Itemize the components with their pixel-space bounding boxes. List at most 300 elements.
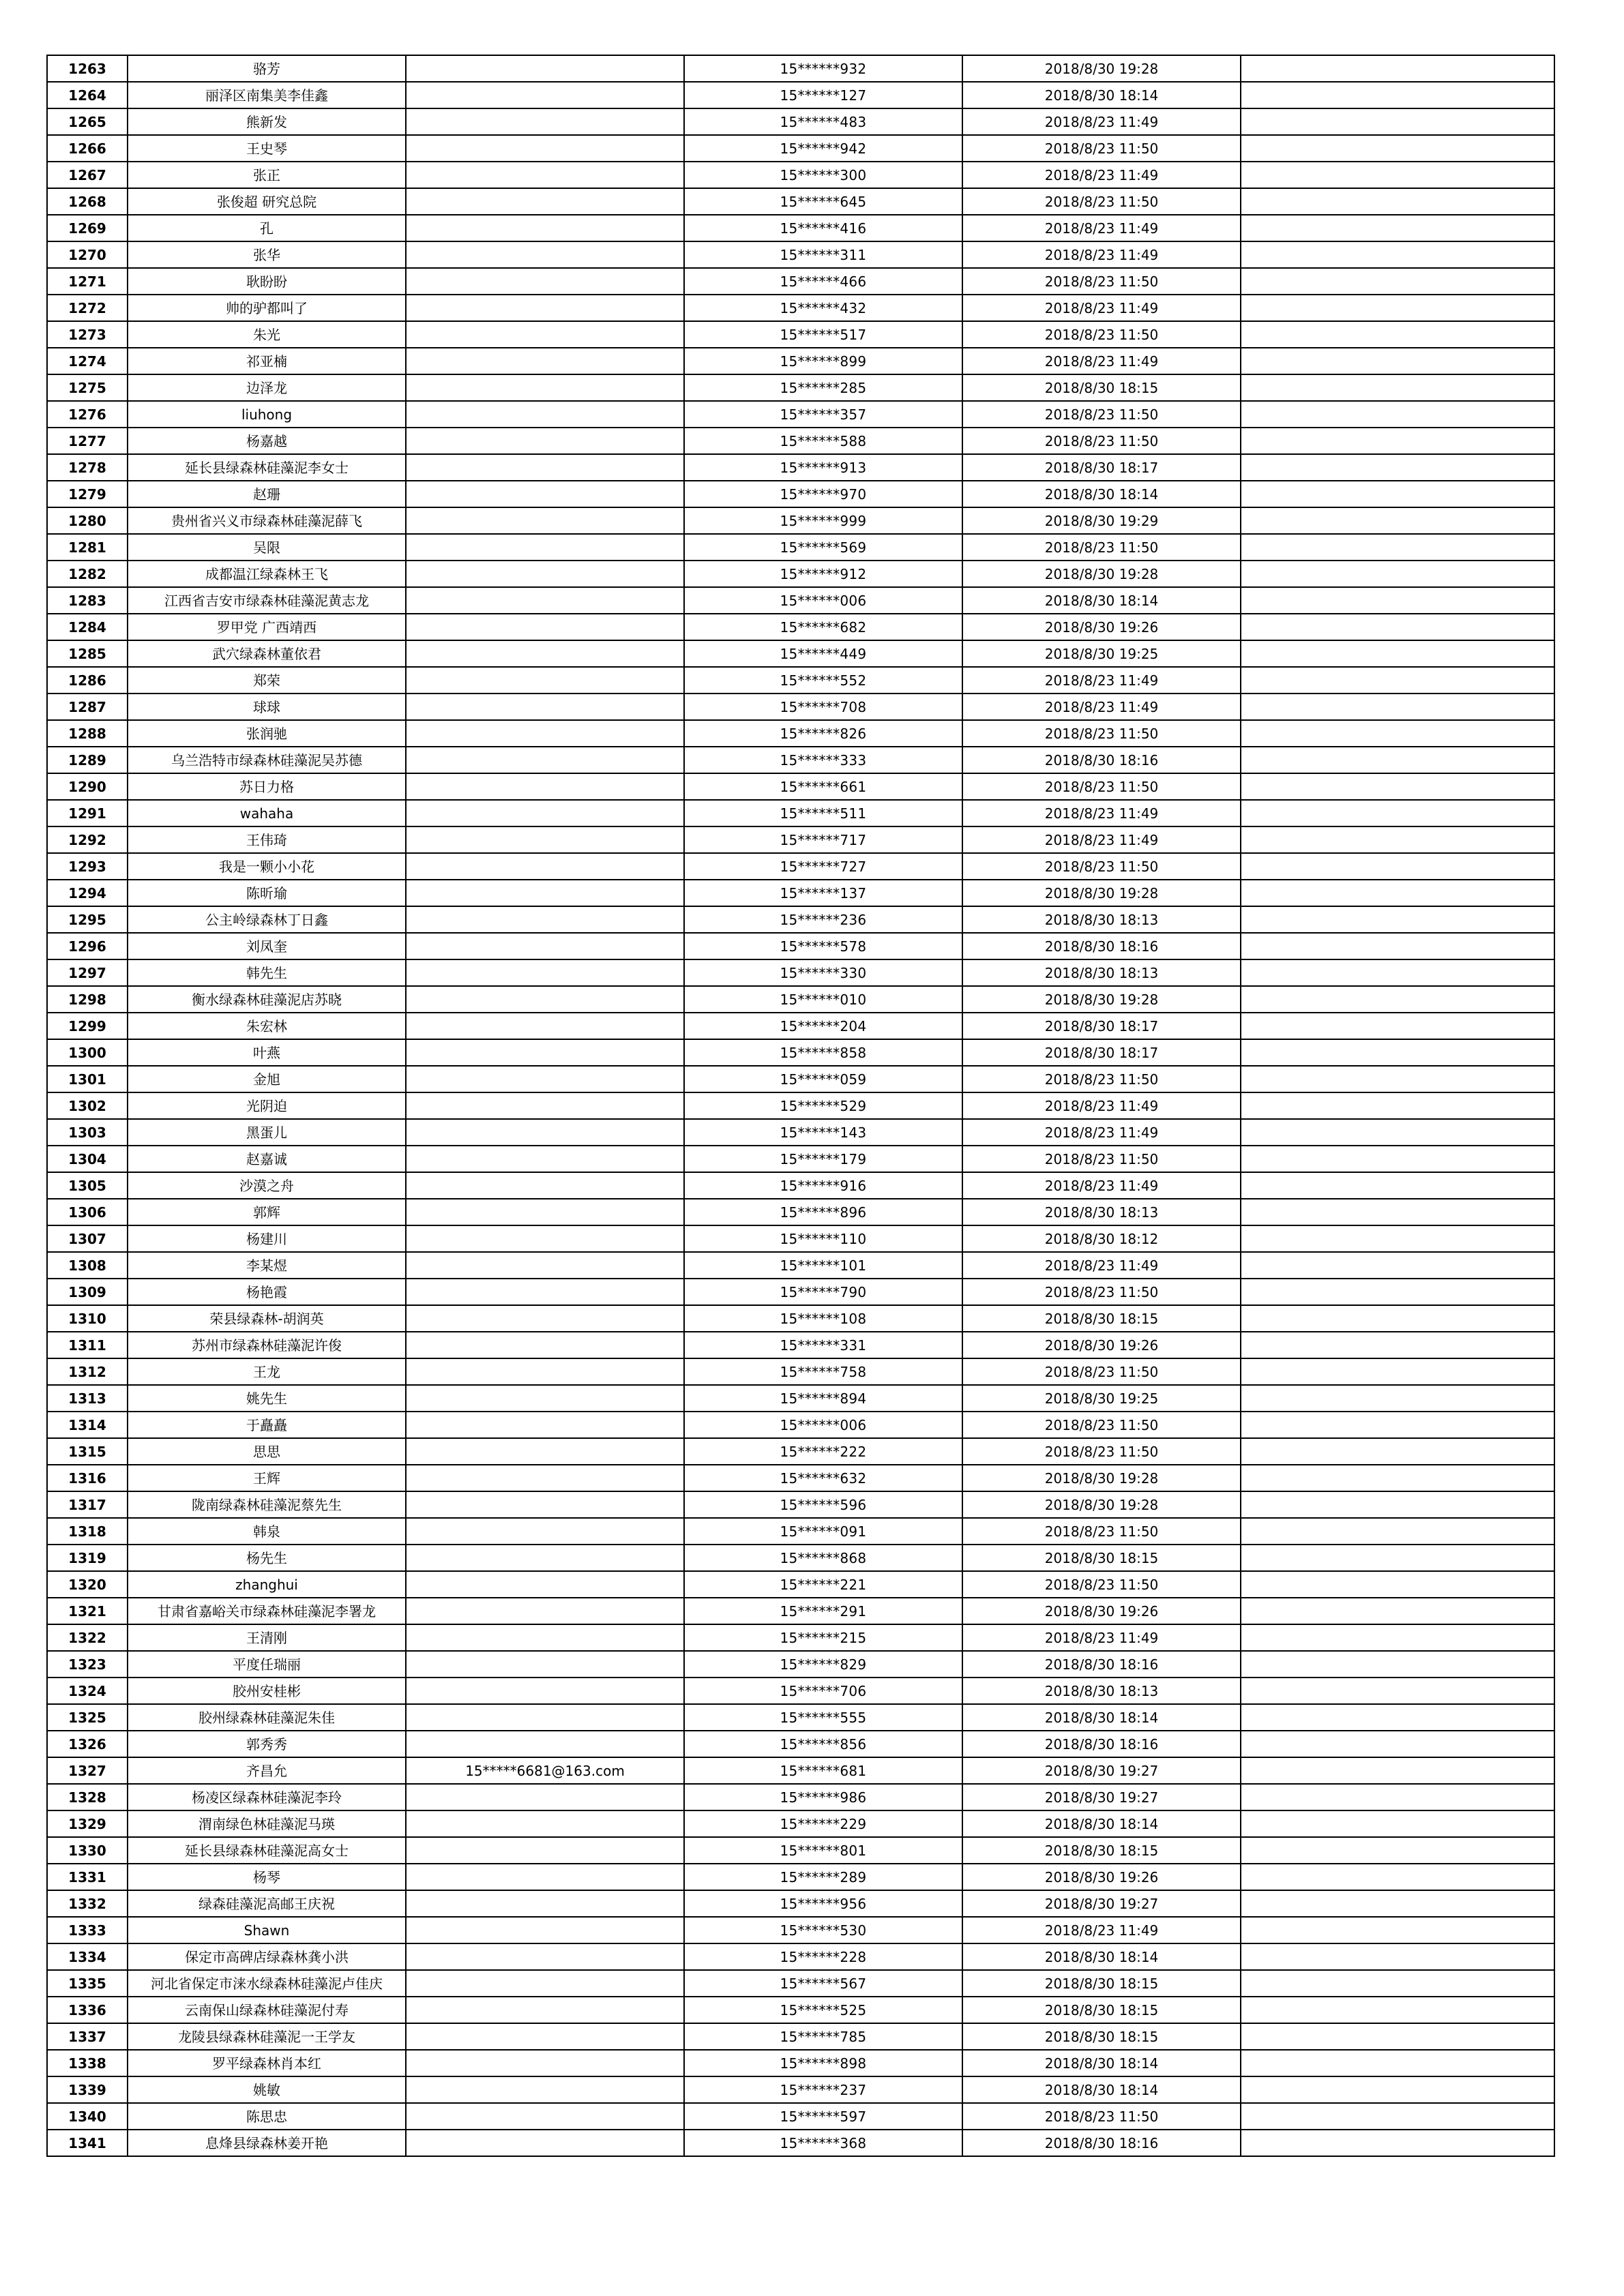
extra-cell (1241, 720, 1554, 747)
table-row (47, 1624, 1554, 1651)
phone-cell: 15******333 (684, 747, 962, 773)
email-cell (406, 1784, 684, 1810)
extra-cell (1241, 1678, 1554, 1704)
time-cell: 2018/8/30 18:15 (962, 2023, 1241, 2050)
email-cell (406, 826, 684, 853)
table-row (47, 1465, 1554, 1491)
email-cell (406, 1465, 684, 1491)
name-cell: 罗平绿森林肖本红 (128, 2050, 406, 2076)
email-cell: 15*****6681@163.com (406, 1757, 684, 1784)
table-row (47, 667, 1554, 694)
phone-cell: 15******143 (684, 1119, 962, 1146)
phone-cell: 15******588 (684, 428, 962, 454)
extra-cell (1241, 614, 1554, 640)
time-cell: 2018/8/23 11:50 (962, 1358, 1241, 1385)
phone-cell: 15******357 (684, 401, 962, 428)
row-number: 1265 (47, 108, 128, 135)
email-cell (406, 1837, 684, 1864)
extra-cell (1241, 135, 1554, 162)
name-cell: Shawn (128, 1917, 406, 1943)
row-number: 1269 (47, 215, 128, 241)
extra-cell (1241, 587, 1554, 614)
time-cell: 2018/8/30 19:28 (962, 986, 1241, 1013)
name-cell: wahaha (128, 800, 406, 826)
phone-cell: 15******856 (684, 1731, 962, 1757)
time-cell: 2018/8/23 11:49 (962, 1119, 1241, 1146)
time-cell: 2018/8/23 11:50 (962, 428, 1241, 454)
time-cell: 2018/8/23 11:49 (962, 826, 1241, 853)
name-cell: 姚先生 (128, 1385, 406, 1412)
row-number: 1266 (47, 135, 128, 162)
table-row (47, 1970, 1554, 1997)
extra-cell (1241, 986, 1554, 1013)
phone-cell: 15******632 (684, 1465, 962, 1491)
row-number: 1299 (47, 1013, 128, 1039)
table-row (47, 1943, 1554, 1970)
email-cell (406, 428, 684, 454)
time-cell: 2018/8/30 19:25 (962, 1385, 1241, 1412)
name-cell: 龙陵县绿森林硅藻泥一王学友 (128, 2023, 406, 2050)
time-cell: 2018/8/30 18:14 (962, 1810, 1241, 1837)
table-row (47, 1092, 1554, 1119)
extra-cell (1241, 82, 1554, 108)
email-cell (406, 1810, 684, 1837)
extra-cell (1241, 1704, 1554, 1731)
phone-cell: 15******829 (684, 1651, 962, 1678)
time-cell: 2018/8/30 19:27 (962, 1757, 1241, 1784)
extra-cell (1241, 1465, 1554, 1491)
time-cell: 2018/8/30 18:13 (962, 906, 1241, 933)
row-number: 1297 (47, 959, 128, 986)
extra-cell (1241, 1624, 1554, 1651)
extra-cell (1241, 1784, 1554, 1810)
time-cell: 2018/8/30 18:14 (962, 481, 1241, 507)
extra-cell (1241, 241, 1554, 268)
name-cell: 杨凌区绿森林硅藻泥李玲 (128, 1784, 406, 1810)
row-number: 1287 (47, 694, 128, 720)
email-cell (406, 1997, 684, 2023)
extra-cell (1241, 1890, 1554, 1917)
row-number: 1276 (47, 401, 128, 428)
extra-cell (1241, 933, 1554, 959)
name-cell: 郭秀秀 (128, 1731, 406, 1757)
name-cell: 郭辉 (128, 1199, 406, 1225)
phone-cell: 15******567 (684, 1970, 962, 1997)
email-cell (406, 295, 684, 321)
extra-cell (1241, 1305, 1554, 1332)
phone-cell: 15******708 (684, 694, 962, 720)
time-cell: 2018/8/23 11:50 (962, 401, 1241, 428)
table-row (47, 1784, 1554, 1810)
row-number: 1326 (47, 1731, 128, 1757)
time-cell: 2018/8/23 11:50 (962, 1412, 1241, 1438)
row-number: 1305 (47, 1172, 128, 1199)
extra-cell (1241, 1279, 1554, 1305)
row-number: 1303 (47, 1119, 128, 1146)
email-cell (406, 1731, 684, 1757)
email-cell (406, 1119, 684, 1146)
email-cell (406, 1146, 684, 1172)
phone-cell: 15******229 (684, 1810, 962, 1837)
row-number: 1285 (47, 640, 128, 667)
phone-cell: 15******525 (684, 1997, 962, 2023)
time-cell: 2018/8/30 18:17 (962, 454, 1241, 481)
time-cell: 2018/8/23 11:49 (962, 1092, 1241, 1119)
table-row (47, 933, 1554, 959)
name-cell: 王辉 (128, 1465, 406, 1491)
email-cell (406, 1358, 684, 1385)
name-cell: 张正 (128, 162, 406, 188)
phone-cell: 15******432 (684, 295, 962, 321)
name-cell: 赵珊 (128, 481, 406, 507)
row-number: 1339 (47, 2076, 128, 2103)
time-cell: 2018/8/23 11:49 (962, 694, 1241, 720)
table-row (47, 268, 1554, 295)
name-cell: 王伟琦 (128, 826, 406, 853)
table-row (47, 561, 1554, 587)
row-number: 1293 (47, 853, 128, 880)
name-cell: 河北省保定市涞水绿森林硅藻泥卢佳庆 (128, 1970, 406, 1997)
table-row (47, 1146, 1554, 1172)
time-cell: 2018/8/30 18:13 (962, 1199, 1241, 1225)
name-cell: 我是一颗小小花 (128, 853, 406, 880)
time-cell: 2018/8/23 11:49 (962, 348, 1241, 374)
row-number: 1289 (47, 747, 128, 773)
email-cell (406, 241, 684, 268)
extra-cell (1241, 1731, 1554, 1757)
email-cell (406, 1092, 684, 1119)
phone-cell: 15******101 (684, 1252, 962, 1279)
extra-cell (1241, 162, 1554, 188)
time-cell: 2018/8/23 11:49 (962, 108, 1241, 135)
time-cell: 2018/8/30 18:17 (962, 1039, 1241, 1066)
email-cell (406, 507, 684, 534)
extra-cell (1241, 1438, 1554, 1465)
extra-cell (1241, 1066, 1554, 1092)
time-cell: 2018/8/23 11:50 (962, 773, 1241, 800)
row-number: 1314 (47, 1412, 128, 1438)
table-row (47, 853, 1554, 880)
extra-cell (1241, 268, 1554, 295)
phone-cell: 15******368 (684, 2130, 962, 2156)
name-cell: 云南保山绿森林硅藻泥付寿 (128, 1997, 406, 2023)
phone-cell: 15******858 (684, 1039, 962, 1066)
phone-cell: 15******091 (684, 1518, 962, 1545)
table-row (47, 507, 1554, 534)
name-cell: 耿盼盼 (128, 268, 406, 295)
row-number: 1316 (47, 1465, 128, 1491)
extra-cell (1241, 2076, 1554, 2103)
table-row (47, 614, 1554, 640)
time-cell: 2018/8/30 19:26 (962, 614, 1241, 640)
row-number: 1274 (47, 348, 128, 374)
time-cell: 2018/8/30 18:14 (962, 2076, 1241, 2103)
table-row (47, 1305, 1554, 1332)
email-cell (406, 906, 684, 933)
row-number: 1278 (47, 454, 128, 481)
extra-cell (1241, 108, 1554, 135)
email-cell (406, 321, 684, 348)
email-cell (406, 55, 684, 82)
row-number: 1298 (47, 986, 128, 1013)
name-cell: 李某煜 (128, 1252, 406, 1279)
phone-cell: 15******682 (684, 614, 962, 640)
name-cell: 胶州绿森林硅藻泥朱佳 (128, 1704, 406, 1731)
name-cell: 乌兰浩特市绿森林硅藻泥吴苏德 (128, 747, 406, 773)
extra-cell (1241, 55, 1554, 82)
extra-cell (1241, 826, 1554, 853)
row-number: 1341 (47, 2130, 128, 2156)
time-cell: 2018/8/23 11:50 (962, 1571, 1241, 1598)
time-cell: 2018/8/30 18:16 (962, 747, 1241, 773)
row-number: 1275 (47, 374, 128, 401)
name-cell: 延长县绿森林硅藻泥高女士 (128, 1837, 406, 1864)
extra-cell (1241, 1545, 1554, 1571)
time-cell: 2018/8/30 19:26 (962, 1332, 1241, 1358)
table-row (47, 2130, 1554, 2156)
table-row (47, 241, 1554, 268)
table-row (47, 986, 1554, 1013)
name-cell: 渭南绿色林硅藻泥马瑛 (128, 1810, 406, 1837)
phone-cell: 15******006 (684, 587, 962, 614)
name-cell: 吴限 (128, 534, 406, 561)
name-cell: 于矗矗 (128, 1412, 406, 1438)
row-number: 1304 (47, 1146, 128, 1172)
time-cell: 2018/8/30 18:16 (962, 933, 1241, 959)
phone-cell: 15******956 (684, 1890, 962, 1917)
table-row (47, 1385, 1554, 1412)
email-cell (406, 2130, 684, 2156)
table-row (47, 1890, 1554, 1917)
row-number: 1335 (47, 1970, 128, 1997)
phone-cell: 15******483 (684, 108, 962, 135)
phone-cell: 15******215 (684, 1624, 962, 1651)
email-cell (406, 162, 684, 188)
time-cell: 2018/8/30 18:14 (962, 1943, 1241, 1970)
extra-cell (1241, 507, 1554, 534)
name-cell: liuhong (128, 401, 406, 428)
name-cell: 帅的驴都叫了 (128, 295, 406, 321)
row-number: 1337 (47, 2023, 128, 2050)
phone-cell: 15******059 (684, 1066, 962, 1092)
row-number: 1334 (47, 1943, 128, 1970)
row-number: 1300 (47, 1039, 128, 1066)
time-cell: 2018/8/30 18:15 (962, 374, 1241, 401)
table-row (47, 1013, 1554, 1039)
time-cell: 2018/8/30 18:12 (962, 1225, 1241, 1252)
table-row (47, 1545, 1554, 1571)
name-cell: 黑蛋儿 (128, 1119, 406, 1146)
time-cell: 2018/8/23 11:49 (962, 215, 1241, 241)
time-cell: 2018/8/23 11:50 (962, 720, 1241, 747)
email-cell (406, 1598, 684, 1624)
time-cell: 2018/8/30 19:28 (962, 880, 1241, 906)
row-number: 1321 (47, 1598, 128, 1624)
row-number: 1323 (47, 1651, 128, 1678)
table-row (47, 348, 1554, 374)
extra-cell (1241, 959, 1554, 986)
table-row (47, 215, 1554, 241)
name-cell: 罗甲党 广西靖西 (128, 614, 406, 640)
table-row (47, 82, 1554, 108)
row-number: 1264 (47, 82, 128, 108)
name-cell: 甘肃省嘉峪关市绿森林硅藻泥李署龙 (128, 1598, 406, 1624)
phone-cell: 15******006 (684, 1412, 962, 1438)
email-cell (406, 614, 684, 640)
table-row (47, 295, 1554, 321)
table-row (47, 1757, 1554, 1784)
time-cell: 2018/8/23 11:49 (962, 1917, 1241, 1943)
phone-cell: 15******552 (684, 667, 962, 694)
phone-cell: 15******899 (684, 348, 962, 374)
time-cell: 2018/8/23 11:50 (962, 321, 1241, 348)
name-cell: 贵州省兴义市绿森林硅藻泥薛飞 (128, 507, 406, 534)
phone-cell: 15******449 (684, 640, 962, 667)
time-cell: 2018/8/30 19:25 (962, 640, 1241, 667)
name-cell: 江西省吉安市绿森林硅藻泥黄志龙 (128, 587, 406, 614)
time-cell: 2018/8/30 18:13 (962, 959, 1241, 986)
phone-cell: 15******661 (684, 773, 962, 800)
row-number: 1281 (47, 534, 128, 561)
table-row (47, 534, 1554, 561)
phone-cell: 15******898 (684, 2050, 962, 2076)
email-cell (406, 1651, 684, 1678)
phone-cell: 15******511 (684, 800, 962, 826)
time-cell: 2018/8/23 11:50 (962, 534, 1241, 561)
row-number: 1311 (47, 1332, 128, 1358)
name-cell: 杨建川 (128, 1225, 406, 1252)
row-number: 1294 (47, 880, 128, 906)
row-number: 1325 (47, 1704, 128, 1731)
email-cell (406, 1412, 684, 1438)
name-cell: 思思 (128, 1438, 406, 1465)
table-row (47, 1279, 1554, 1305)
row-number: 1290 (47, 773, 128, 800)
phone-cell: 15******555 (684, 1704, 962, 1731)
email-cell (406, 880, 684, 906)
name-cell: 边泽龙 (128, 374, 406, 401)
row-number: 1324 (47, 1678, 128, 1704)
row-number: 1338 (47, 2050, 128, 2076)
row-number: 1301 (47, 1066, 128, 1092)
row-number: 1309 (47, 1279, 128, 1305)
extra-cell (1241, 295, 1554, 321)
phone-cell: 15******913 (684, 454, 962, 481)
extra-cell (1241, 853, 1554, 880)
table-row (47, 826, 1554, 853)
phone-cell: 15******758 (684, 1358, 962, 1385)
extra-cell (1241, 1146, 1554, 1172)
extra-cell (1241, 1092, 1554, 1119)
name-cell: 胶州安桂彬 (128, 1678, 406, 1704)
extra-cell (1241, 1518, 1554, 1545)
name-cell: 王龙 (128, 1358, 406, 1385)
row-number: 1268 (47, 188, 128, 215)
name-cell: 球球 (128, 694, 406, 720)
extra-cell (1241, 1810, 1554, 1837)
table-row (47, 1571, 1554, 1598)
name-cell: 叶燕 (128, 1039, 406, 1066)
phone-cell: 15******578 (684, 933, 962, 959)
phone-cell: 15******416 (684, 215, 962, 241)
table-row (47, 2050, 1554, 2076)
time-cell: 2018/8/30 19:28 (962, 55, 1241, 82)
table-row (47, 1598, 1554, 1624)
time-cell: 2018/8/23 11:50 (962, 1518, 1241, 1545)
email-cell (406, 1066, 684, 1092)
phone-cell: 15******228 (684, 1943, 962, 1970)
table-row (47, 1412, 1554, 1438)
phone-cell: 15******912 (684, 561, 962, 587)
email-cell (406, 747, 684, 773)
table-row (47, 55, 1554, 82)
email-cell (406, 667, 684, 694)
table-row (47, 694, 1554, 720)
table-row (47, 1066, 1554, 1092)
phone-cell: 15******681 (684, 1757, 962, 1784)
table-row (47, 959, 1554, 986)
name-cell: 刘凤奎 (128, 933, 406, 959)
email-cell (406, 1332, 684, 1358)
table-row (47, 1491, 1554, 1518)
phone-cell: 15******466 (684, 268, 962, 295)
time-cell: 2018/8/23 11:50 (962, 135, 1241, 162)
row-number: 1315 (47, 1438, 128, 1465)
email-cell (406, 986, 684, 1013)
time-cell: 2018/8/30 18:13 (962, 1678, 1241, 1704)
phone-cell: 15******596 (684, 1491, 962, 1518)
table-row (47, 1704, 1554, 1731)
extra-cell (1241, 428, 1554, 454)
email-cell (406, 1704, 684, 1731)
phone-cell: 15******179 (684, 1146, 962, 1172)
email-cell (406, 1225, 684, 1252)
time-cell: 2018/8/23 11:49 (962, 1624, 1241, 1651)
phone-cell: 15******237 (684, 2076, 962, 2103)
extra-cell (1241, 906, 1554, 933)
email-cell (406, 587, 684, 614)
time-cell: 2018/8/30 18:17 (962, 1013, 1241, 1039)
name-cell: 苏日力格 (128, 773, 406, 800)
time-cell: 2018/8/30 18:15 (962, 1997, 1241, 2023)
phone-cell: 15******868 (684, 1545, 962, 1571)
row-number: 1330 (47, 1837, 128, 1864)
email-cell (406, 1385, 684, 1412)
phone-cell: 15******204 (684, 1013, 962, 1039)
email-cell (406, 1678, 684, 1704)
extra-cell (1241, 1385, 1554, 1412)
table-row (47, 906, 1554, 933)
name-cell: 荣县绿森林-胡润英 (128, 1305, 406, 1332)
name-cell: 衡水绿森林硅藻泥店苏晓 (128, 986, 406, 1013)
time-cell: 2018/8/23 11:49 (962, 1172, 1241, 1199)
time-cell: 2018/8/23 11:50 (962, 268, 1241, 295)
email-cell (406, 959, 684, 986)
row-number: 1310 (47, 1305, 128, 1332)
email-cell (406, 1172, 684, 1199)
time-cell: 2018/8/30 19:26 (962, 1598, 1241, 1624)
row-number: 1283 (47, 587, 128, 614)
row-number: 1308 (47, 1252, 128, 1279)
name-cell: 公主岭绿森林丁日鑫 (128, 906, 406, 933)
phone-cell: 15******311 (684, 241, 962, 268)
time-cell: 2018/8/23 11:49 (962, 667, 1241, 694)
phone-cell: 15******137 (684, 880, 962, 906)
extra-cell (1241, 1997, 1554, 2023)
time-cell: 2018/8/23 11:50 (962, 1438, 1241, 1465)
registration-table (46, 55, 1555, 2157)
email-cell (406, 2023, 684, 2050)
